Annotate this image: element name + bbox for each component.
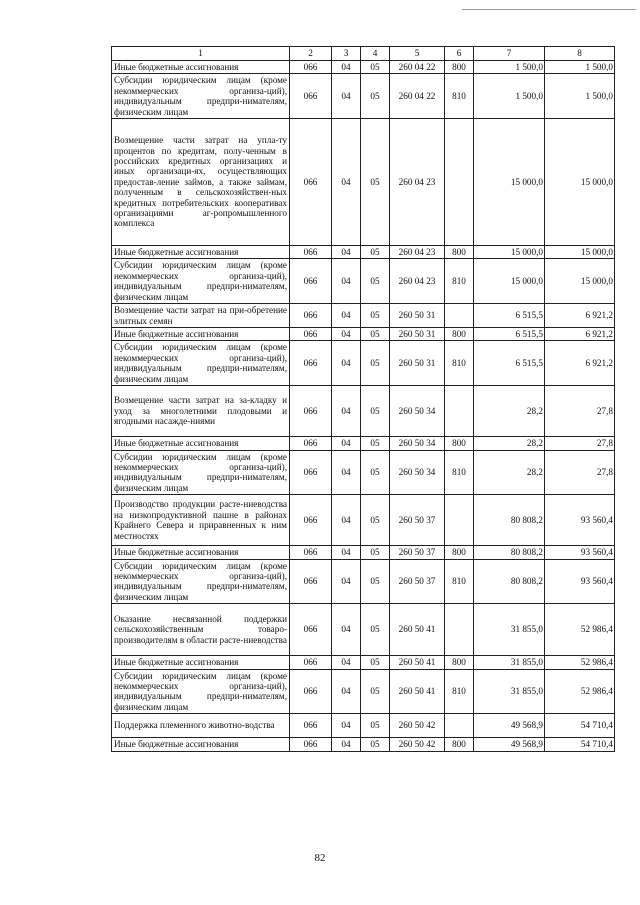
section-code: 04 xyxy=(332,74,361,119)
admin-code: 066 xyxy=(290,546,332,559)
header-row xyxy=(112,47,615,61)
target-article-code: 260 50 31 xyxy=(390,304,445,328)
table-row xyxy=(112,714,615,738)
table-row xyxy=(112,259,615,304)
amount-year-2: 27,8 xyxy=(545,437,615,450)
subsection-code: 05 xyxy=(361,738,390,751)
row-description: Субсидии юридическим лицам (кроме некоммерческих организа-ций), индивидуальным предпри-нимателям, физическим лицам xyxy=(112,341,290,386)
expense-type-code: 810 xyxy=(445,450,474,495)
amount-year-2: 52 986,4 xyxy=(545,656,615,669)
top-rule xyxy=(462,9,636,10)
row-description: Иные бюджетные ассигнования xyxy=(112,656,290,669)
amount-year-2: 27,8 xyxy=(545,386,615,437)
target-article-code: 260 04 23 xyxy=(390,259,445,304)
target-article-code: 260 04 23 xyxy=(390,119,445,246)
target-article-code: 260 50 34 xyxy=(390,450,445,495)
admin-code: 066 xyxy=(290,119,332,246)
expense-type-code: 800 xyxy=(445,738,474,751)
row-description: Иные бюджетные ассигнования xyxy=(112,437,290,450)
subsection-code: 05 xyxy=(361,341,390,386)
amount-year-2: 52 986,4 xyxy=(545,604,615,656)
row-description: Иные бюджетные ассигнования xyxy=(112,61,290,74)
section-code: 04 xyxy=(332,604,361,656)
expense-type-code: 810 xyxy=(445,341,474,386)
section-code: 04 xyxy=(332,386,361,437)
column-header: 4 xyxy=(361,47,390,61)
section-code: 04 xyxy=(332,714,361,738)
expense-type-code xyxy=(445,495,474,546)
admin-code: 066 xyxy=(290,61,332,74)
amount-year-2: 93 560,4 xyxy=(545,495,615,546)
amount-year-1: 80 808,2 xyxy=(474,495,545,546)
subsection-code: 05 xyxy=(361,495,390,546)
expense-type-code: 800 xyxy=(445,246,474,259)
column-header: 3 xyxy=(332,47,361,61)
amount-year-2: 54 710,4 xyxy=(545,714,615,738)
target-article-code: 260 50 34 xyxy=(390,386,445,437)
amount-year-1: 28,2 xyxy=(474,386,545,437)
subsection-code: 05 xyxy=(361,246,390,259)
target-article-code: 260 04 23 xyxy=(390,246,445,259)
page-number: 82 xyxy=(314,852,326,864)
table-row xyxy=(112,246,615,259)
section-code: 04 xyxy=(332,656,361,669)
admin-code: 066 xyxy=(290,495,332,546)
amount-year-2: 6 921,2 xyxy=(545,304,615,328)
admin-code: 066 xyxy=(290,386,332,437)
amount-year-2: 93 560,4 xyxy=(545,559,615,604)
admin-code: 066 xyxy=(290,669,332,714)
amount-year-1: 28,2 xyxy=(474,450,545,495)
row-description: Оказание несвязанной поддержки сельскохозяйственным товаро-производителям в области расте-ниеводства xyxy=(112,604,290,656)
amount-year-1: 15 000,0 xyxy=(474,246,545,259)
subsection-code: 05 xyxy=(361,669,390,714)
subsection-code: 05 xyxy=(361,714,390,738)
section-code: 04 xyxy=(332,738,361,751)
table-row xyxy=(112,559,615,604)
expense-type-code xyxy=(445,304,474,328)
column-header: 5 xyxy=(390,47,445,61)
row-description: Субсидии юридическим лицам (кроме некоммерческих организа-ций), индивидуальным предпри-нимателям, физическим лицам xyxy=(112,259,290,304)
expense-type-code: 810 xyxy=(445,74,474,119)
column-header: 2 xyxy=(290,47,332,61)
section-code: 04 xyxy=(332,246,361,259)
amount-year-2: 93 560,4 xyxy=(545,546,615,559)
budget-table xyxy=(111,46,615,752)
expense-type-code: 800 xyxy=(445,61,474,74)
admin-code: 066 xyxy=(290,74,332,119)
row-description: Субсидии юридическим лицам (кроме некоммерческих организа-ций), индивидуальным предпри-нимателям, физическим лицам xyxy=(112,74,290,119)
amount-year-2: 27,8 xyxy=(545,450,615,495)
column-header: 8 xyxy=(545,47,615,61)
admin-code: 066 xyxy=(290,604,332,656)
admin-code: 066 xyxy=(290,246,332,259)
section-code: 04 xyxy=(332,669,361,714)
section-code: 04 xyxy=(332,328,361,341)
section-code: 04 xyxy=(332,559,361,604)
table-row xyxy=(112,450,615,495)
expense-type-code: 800 xyxy=(445,546,474,559)
target-article-code: 260 50 31 xyxy=(390,341,445,386)
amount-year-1: 6 515,5 xyxy=(474,304,545,328)
row-description: Субсидии юридическим лицам (кроме некоммерческих организа-ций), индивидуальным предпри-нимателям, физическим лицам xyxy=(112,450,290,495)
amount-year-1: 6 515,5 xyxy=(474,328,545,341)
expense-type-code xyxy=(445,119,474,246)
target-article-code: 260 50 34 xyxy=(390,437,445,450)
section-code: 04 xyxy=(332,546,361,559)
expense-type-code: 810 xyxy=(445,669,474,714)
subsection-code: 05 xyxy=(361,437,390,450)
amount-year-2: 15 000,0 xyxy=(545,119,615,246)
admin-code: 066 xyxy=(290,450,332,495)
row-description: Иные бюджетные ассигнования xyxy=(112,738,290,751)
subsection-code: 05 xyxy=(361,119,390,246)
column-header: 6 xyxy=(445,47,474,61)
column-header: 1 xyxy=(112,47,290,61)
table-row xyxy=(112,74,615,119)
row-description: Возмещение части затрат на за-кладку и уход за многолетними плодовыми и ягодными насажде-ниями xyxy=(112,386,290,437)
amount-year-1: 80 808,2 xyxy=(474,559,545,604)
subsection-code: 05 xyxy=(361,450,390,495)
subsection-code: 05 xyxy=(361,74,390,119)
section-code: 04 xyxy=(332,495,361,546)
subsection-code: 05 xyxy=(361,656,390,669)
expense-type-code: 800 xyxy=(445,656,474,669)
table-row xyxy=(112,604,615,656)
admin-code: 066 xyxy=(290,437,332,450)
section-code: 04 xyxy=(332,304,361,328)
expense-type-code xyxy=(445,714,474,738)
amount-year-2: 6 921,2 xyxy=(545,341,615,386)
subsection-code: 05 xyxy=(361,61,390,74)
target-article-code: 260 50 41 xyxy=(390,669,445,714)
subsection-code: 05 xyxy=(361,304,390,328)
table-row xyxy=(112,495,615,546)
target-article-code: 260 50 37 xyxy=(390,546,445,559)
admin-code: 066 xyxy=(290,714,332,738)
target-article-code: 260 50 42 xyxy=(390,738,445,751)
subsection-code: 05 xyxy=(361,559,390,604)
row-description: Поддержка племенного животно-водства xyxy=(112,714,290,738)
subsection-code: 05 xyxy=(361,604,390,656)
expense-type-code xyxy=(445,386,474,437)
subsection-code: 05 xyxy=(361,259,390,304)
target-article-code: 260 50 37 xyxy=(390,559,445,604)
row-description: Возмещение части затрат на при-обретение элитных семян xyxy=(112,304,290,328)
target-article-code: 260 50 31 xyxy=(390,328,445,341)
target-article-code: 260 50 41 xyxy=(390,604,445,656)
section-code: 04 xyxy=(332,450,361,495)
target-article-code: 260 50 42 xyxy=(390,714,445,738)
table-row xyxy=(112,738,615,751)
amount-year-1: 15 000,0 xyxy=(474,259,545,304)
amount-year-2: 15 000,0 xyxy=(545,246,615,259)
table-row xyxy=(112,386,615,437)
amount-year-1: 49 568,9 xyxy=(474,714,545,738)
expense-type-code xyxy=(445,604,474,656)
row-description: Производство продукции расте-ниеводства на низкопродуктивной пашне в районах Крайнего Севера и приравненных к ним местностях xyxy=(112,495,290,546)
admin-code: 066 xyxy=(290,328,332,341)
row-description: Возмещение части затрат на упла-ту процентов по кредитам, полу-ченным в российских кредитных организациях и иных организаци-ях, осуществляющих предостав-ление займов, а также займам, полученным в сельскохозяйствен-ных кредитных потребительских кооперативах организациями аг-ропромышленного комплекса xyxy=(112,119,290,246)
amount-year-2: 1 500,0 xyxy=(545,61,615,74)
table-row xyxy=(112,61,615,74)
section-code: 04 xyxy=(332,259,361,304)
target-article-code: 260 50 41 xyxy=(390,656,445,669)
subsection-code: 05 xyxy=(361,386,390,437)
table-row xyxy=(112,119,615,246)
section-code: 04 xyxy=(332,119,361,246)
amount-year-2: 54 710,4 xyxy=(545,738,615,751)
target-article-code: 260 04 22 xyxy=(390,74,445,119)
amount-year-1: 15 000,0 xyxy=(474,119,545,246)
expense-type-code: 810 xyxy=(445,559,474,604)
target-article-code: 260 04 22 xyxy=(390,61,445,74)
column-header: 7 xyxy=(474,47,545,61)
amount-year-1: 31 855,0 xyxy=(474,656,545,669)
table-row xyxy=(112,437,615,450)
row-description: Субсидии юридическим лицам (кроме некоммерческих организа-ций), индивидуальным предпри-нимателям, физическим лицам xyxy=(112,559,290,604)
admin-code: 066 xyxy=(290,656,332,669)
amount-year-2: 15 000,0 xyxy=(545,259,615,304)
subsection-code: 05 xyxy=(361,546,390,559)
admin-code: 066 xyxy=(290,341,332,386)
subsection-code: 05 xyxy=(361,328,390,341)
table-row xyxy=(112,304,615,328)
amount-year-1: 28,2 xyxy=(474,437,545,450)
amount-year-1: 80 808,2 xyxy=(474,546,545,559)
amount-year-1: 1 500,0 xyxy=(474,61,545,74)
table-row xyxy=(112,328,615,341)
amount-year-1: 6 515,5 xyxy=(474,341,545,386)
amount-year-2: 1 500,0 xyxy=(545,74,615,119)
section-code: 04 xyxy=(332,437,361,450)
table-row xyxy=(112,546,615,559)
table-row xyxy=(112,656,615,669)
amount-year-1: 31 855,0 xyxy=(474,669,545,714)
section-code: 04 xyxy=(332,341,361,386)
table-row xyxy=(112,669,615,714)
admin-code: 066 xyxy=(290,259,332,304)
table-row xyxy=(112,341,615,386)
admin-code: 066 xyxy=(290,304,332,328)
amount-year-2: 52 986,4 xyxy=(545,669,615,714)
amount-year-1: 1 500,0 xyxy=(474,74,545,119)
expense-type-code: 800 xyxy=(445,328,474,341)
section-code: 04 xyxy=(332,61,361,74)
admin-code: 066 xyxy=(290,738,332,751)
amount-year-1: 31 855,0 xyxy=(474,604,545,656)
admin-code: 066 xyxy=(290,559,332,604)
amount-year-1: 49 568,9 xyxy=(474,738,545,751)
target-article-code: 260 50 37 xyxy=(390,495,445,546)
row-description: Иные бюджетные ассигнования xyxy=(112,246,290,259)
row-description: Иные бюджетные ассигнования xyxy=(112,546,290,559)
expense-type-code: 800 xyxy=(445,437,474,450)
row-description: Субсидии юридическим лицам (кроме некоммерческих организа-ций), индивидуальным предпри-нимателям, физическим лицам xyxy=(112,669,290,714)
expense-type-code: 810 xyxy=(445,259,474,304)
row-description: Иные бюджетные ассигнования xyxy=(112,328,290,341)
amount-year-2: 6 921,2 xyxy=(545,328,615,341)
